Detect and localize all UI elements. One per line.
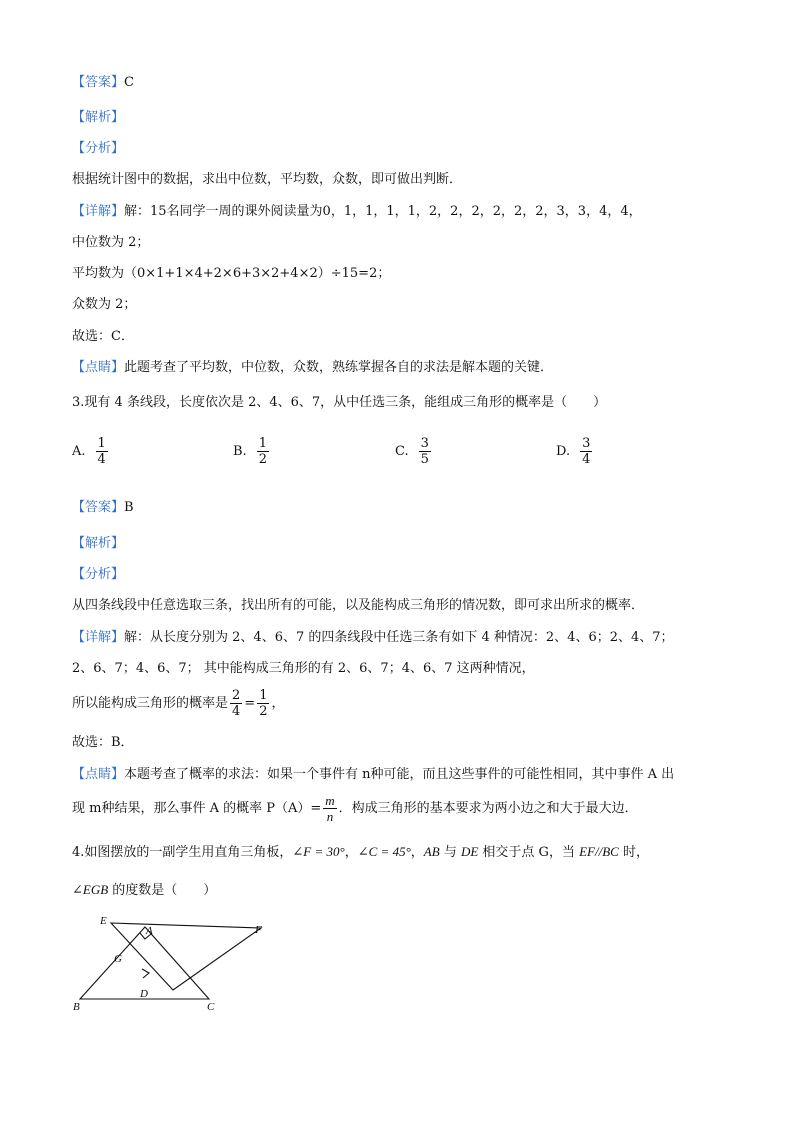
q3-option-b[interactable]: [233, 436, 271, 467]
xiangjie-text: 解：从长度分别为 2、4、6、7 的四条线段中任选三条有如下 4 种情况：2、4、6；2、4、7；: [124, 630, 674, 645]
m-over-n-fraction: $\frac{m}{n}$: [325, 793, 335, 824]
analysis-tag: 【解析】: [72, 110, 125, 125]
dianjing-text-1: 本题考查了概率的求法：如果一个事件有 n种可能，而且这些事件的可能性相同，其中事件 A 出: [124, 767, 675, 782]
q4-stem-line-2: [72, 881, 216, 900]
fenxi-tag: 【分析】: [72, 567, 125, 582]
option-fraction: $\frac{3}{4}$: [582, 436, 591, 467]
q3-choose-text: 故选：B．: [72, 735, 134, 750]
segment-ab: AB: [423, 844, 440, 859]
option-label: D.: [556, 444, 571, 459]
fenxi-tag: 【分析】: [72, 141, 125, 156]
angle-egb: ∠EGB: [72, 882, 109, 897]
q2-choose-text: 故选：C．: [72, 329, 134, 344]
label-g: G: [114, 953, 122, 965]
xiangjie-text: 解：15名同学一周的课外阅读量为0，1，1，1，1，2，2，2，2，2，2，3，3，4，4，: [124, 204, 642, 219]
dianjing-text-2-post: ．构成三角形的基本要求为两小边之和大于最大边．: [338, 801, 638, 816]
q2-mode-text: 众数为 2；: [72, 297, 137, 312]
triangle-figure: [70, 910, 270, 1020]
q2-answer-line: [72, 74, 134, 92]
q3-xiangjie-line: [72, 629, 674, 647]
option-label: A.: [72, 444, 86, 459]
q2-xiangjie-line: [72, 203, 642, 221]
label-a: A: [146, 925, 153, 937]
prob-fraction-2: $\frac{1}{2}$: [259, 688, 268, 719]
label-e: E: [100, 915, 107, 927]
answer-value: B: [124, 500, 134, 515]
q3-cases-text: 2、6、7；4、6、7； 其中能构成三角形的有 2、6、7；4、6、7 这两种情况，: [72, 661, 535, 676]
answer-tag: 【答案】: [72, 75, 125, 90]
stem-text: 的度数是（ ）: [108, 883, 217, 898]
parallel-ef-bc: EF//BC: [579, 844, 619, 859]
analysis-tag: 【解析】: [72, 536, 125, 551]
prob-suffix: ，: [271, 696, 285, 711]
stem-text: 4.如图摆放的一副学生用直角三角板，: [72, 845, 293, 860]
q2-analysis-line: [72, 109, 124, 127]
label-b: B: [73, 1001, 80, 1013]
q3-dianjing-line: [72, 766, 674, 784]
angle-c: ∠C = 45°: [357, 844, 411, 859]
q3-analysis-line: [72, 535, 124, 553]
q3-answer-line: [72, 499, 134, 517]
label-f: F: [255, 924, 262, 936]
answer-tag: 【答案】: [72, 500, 125, 515]
dianjing-text: 此题考查了平均数，中位数，众数，熟练掌握各自的求法是解本题的关键．: [124, 360, 554, 375]
xiangjie-tag: 【详解】: [72, 630, 125, 645]
angle-f: ∠F = 30°: [292, 844, 345, 859]
separator: ，: [344, 845, 358, 860]
separator: ，: [410, 845, 424, 860]
q2-fenxi-tag-line: [72, 140, 124, 158]
option-fraction: $\frac{1}{4}$: [97, 436, 106, 467]
stem-text: 相交于点 G，当: [478, 845, 580, 860]
q3-stem: 3.现有 4 条线段，长度依次是 2、4、6、7，从中任选三条，能组成三角形的概率是（ ）: [72, 395, 607, 410]
prob-fraction-1: $\frac{2}{4}$: [232, 688, 241, 719]
q3-dianjing-line-2: [72, 793, 638, 825]
answer-value: C: [124, 75, 134, 90]
dianjing-tag: 【点睛】: [72, 767, 125, 782]
segment-de: DE: [460, 844, 479, 859]
option-fraction: $\frac{1}{2}$: [258, 436, 267, 467]
stem-text: 时，: [618, 845, 649, 860]
dianjing-text-2-pre: 现 m种结果，那么事件 A 的概率 P（A）=: [72, 801, 322, 816]
xiangjie-tag: 【详解】: [72, 204, 125, 219]
q3-prob-line: [72, 688, 285, 720]
prob-prefix: 所以能构成三角形的概率是: [72, 696, 229, 711]
q3-option-a[interactable]: [72, 436, 110, 467]
option-label: B.: [233, 444, 247, 459]
option-label: C.: [395, 444, 409, 459]
option-fraction: $\frac{3}{5}$: [420, 436, 429, 467]
dianjing-tag: 【点睛】: [72, 360, 125, 375]
stem-text: 与: [439, 845, 461, 860]
label-d: D: [140, 988, 148, 1000]
right-angle-mark-d: [142, 969, 149, 978]
q3-option-d[interactable]: [556, 436, 594, 467]
triangle-def: [111, 923, 261, 990]
q2-dianjing-line: [72, 359, 553, 377]
q3-fenxi-tag-line: [72, 566, 124, 584]
prob-equals: =: [244, 696, 256, 711]
q3-fenxi-text: 从四条线段中任意选取三条，找出所有的可能，以及能构成三角形的情况数，即可求出所求的概率．: [72, 598, 645, 613]
q2-median-text: 中位数为 2；: [72, 235, 150, 250]
q3-option-c[interactable]: [395, 436, 433, 467]
q2-mean-text: 平均数为（0×1+1×4+2×6+3×2+4×2）÷15=2；: [72, 266, 391, 281]
q2-fenxi-text: 根据统计图中的数据，求出中位数，平均数，众数，即可做出判断．: [72, 172, 463, 187]
q4-stem-line-1: [72, 843, 649, 862]
label-c: C: [207, 1001, 215, 1013]
